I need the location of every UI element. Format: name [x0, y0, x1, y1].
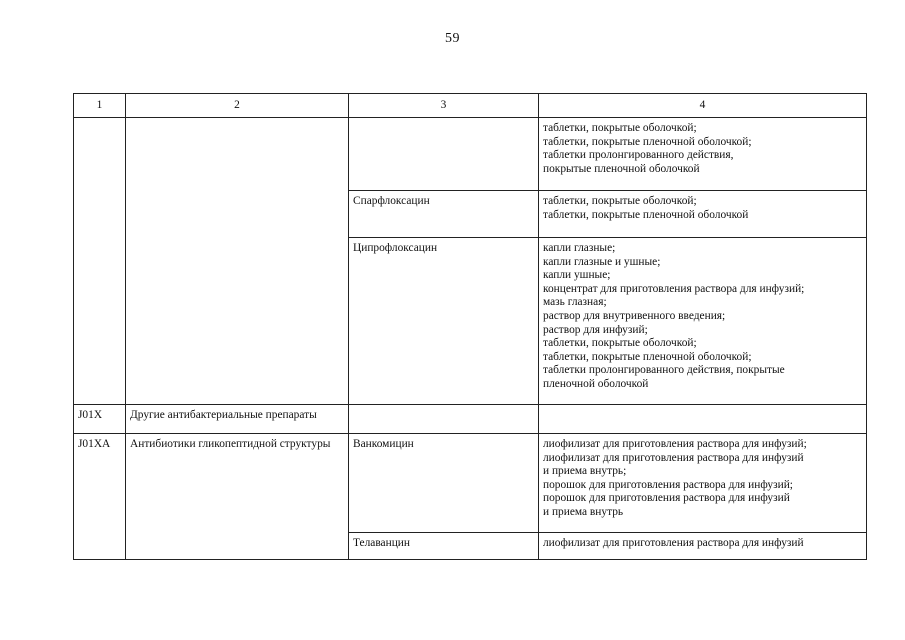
table-row: [74, 405, 867, 434]
header-col-2: 2: [126, 94, 349, 118]
atc-code-cell: [74, 118, 126, 405]
drug-cell: [349, 405, 539, 434]
dosage-form: порошок для приготовления раствора для инфузий;: [543, 478, 793, 491]
dosage-form: таблетки, покрытые оболочкой;: [543, 337, 697, 350]
drug-table: [73, 93, 867, 560]
dosage-form: капли ушные;: [543, 269, 611, 282]
header-col-3: 3: [349, 94, 539, 118]
header-col-1: 1: [74, 94, 126, 118]
atc-code-cell: J01X: [74, 405, 126, 434]
group-cell: Другие антибактериальные препараты: [126, 405, 349, 434]
forms-cell: [539, 118, 867, 191]
dosage-form: покрытые пленочной оболочкой: [543, 162, 700, 175]
forms-cell: [539, 533, 867, 560]
dosage-form: раствор для внутривенного введения;: [543, 309, 726, 322]
forms-cell: [539, 405, 867, 434]
dosage-form: пленочной оболочкой: [543, 377, 649, 390]
table-row: [74, 118, 867, 191]
page-number: 59: [445, 31, 460, 46]
forms-cell: [539, 191, 867, 238]
dosage-form: таблетки, покрытые пленочной оболочкой;: [543, 350, 752, 363]
dosage-form: лиофилизат для приготовления раствора для инфузий: [543, 451, 804, 464]
dosage-form: таблетки пролонгированного действия, покрытые: [543, 364, 785, 377]
table-header-row: [74, 94, 867, 118]
dosage-form: раствор для инфузий;: [543, 323, 648, 336]
dosage-form: таблетки пролонгированного действия,: [543, 149, 734, 162]
dosage-form: концентрат для приготовления раствора для инфузий;: [543, 282, 805, 295]
header-col-4: 4: [539, 94, 867, 118]
dosage-form: порошок для приготовления раствора для инфузий: [543, 492, 790, 505]
dosage-form: лиофилизат для приготовления раствора для инфузий: [543, 537, 804, 549]
dosage-form: капли глазные;: [543, 242, 616, 254]
forms-cell: [539, 434, 867, 533]
dosage-form: и приема внутрь: [543, 505, 624, 518]
dosage-form: мазь глазная;: [543, 296, 607, 309]
drug-cell: Телаванцин: [349, 533, 539, 560]
table-row: [74, 434, 867, 533]
group-cell: Антибиотики гликопептидной структуры: [126, 434, 349, 560]
dosage-form: лиофилизат для приготовления раствора для инфузий;: [543, 438, 807, 450]
drug-cell: Спарфлоксацин: [349, 191, 539, 238]
dosage-form: капли глазные и ушные;: [543, 255, 661, 268]
drug-cell: [349, 118, 539, 191]
group-cell: [126, 118, 349, 405]
drug-cell: Ванкомицин: [349, 434, 539, 533]
forms-cell: [539, 238, 867, 405]
drug-cell: Ципрофлоксацин: [349, 238, 539, 405]
dosage-form: таблетки, покрытые пленочной оболочкой: [543, 208, 749, 221]
atc-code-cell: J01XA: [74, 434, 126, 560]
dosage-form: таблетки, покрытые оболочкой;: [543, 122, 697, 134]
dosage-form: таблетки, покрытые пленочной оболочкой;: [543, 135, 752, 148]
dosage-form: таблетки, покрытые оболочкой;: [543, 195, 697, 207]
dosage-form: и приема внутрь;: [543, 465, 627, 478]
